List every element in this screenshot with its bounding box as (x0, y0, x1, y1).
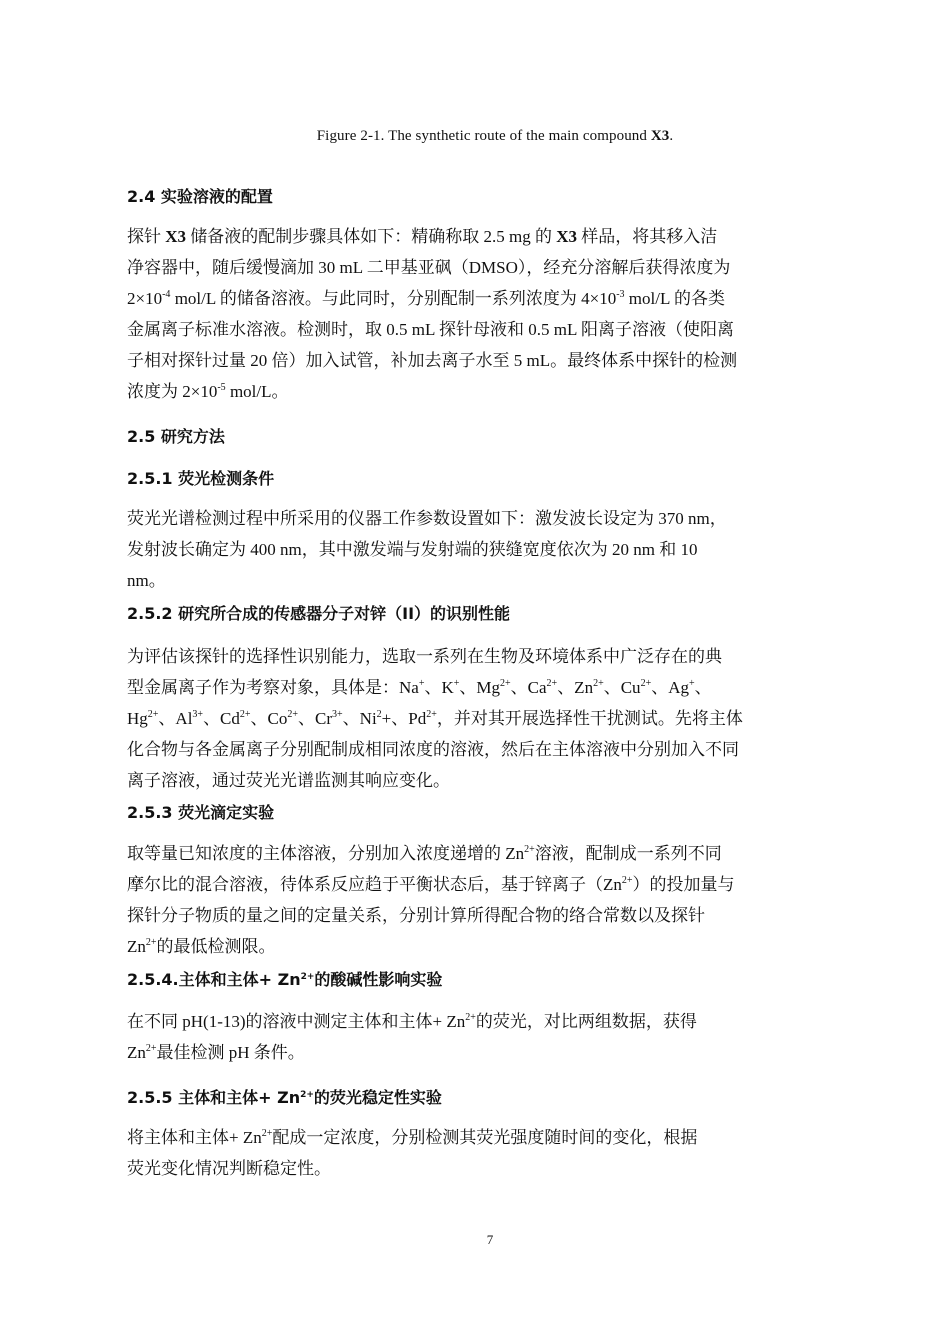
section-heading-2-5-5: 2.5.5 主体和主体+ $Zn^{2+}$的荧光稳定性实验 (127, 1088, 442, 1107)
paragraph-2-5-3: 取等量已知浓度的主体溶液，分别加入浓度递增的 $Zn^{2+}$溶液，配制成一系列不同 摩尔比的混合溶液，待体系反应趋于平衡状态后，基于锌离子$(Zn^{2+})$的投加量与 探针分子物质的量之间的定量关系，分别计算所得配合物的络合常数以及探针 $Zn^{2+}$的最低检测限。 (127, 844, 735, 956)
compound-label: X3 (650, 128, 670, 144)
section-heading-2-5-2: 2.5.2 研究所合成的传感器分子对锌（II）的识别性能 (127, 604, 511, 623)
section-heading-2-5-1: 2.5.1 荧光检测条件 (127, 469, 275, 488)
section-heading-2-4: 2.4 实验溶液的配置 (127, 187, 273, 206)
section-heading-2-5: 2.5 研究方法 (127, 427, 225, 446)
paragraph-2-5-4: 在不同 pH(1-13)的溶液中测定主体和主体+ $Zn^{2+}$的荧光，对比两组数据，获得 $Zn^{2+}$最佳检测 pH 条件。 (127, 1012, 697, 1062)
paragraph-2-4: 探针 X3 储备液的配制步骤具体如下：精确称取 2.5 mg 的 X3 样品，将其移入洁 净容器中，随后缓慢滴加 30 mL 二甲基亚砜（DMSO），经充分溶解后获得浓度为 $2\times 10^{-4}$ mol/L 的储备溶液。与此同时，分别配制一系列浓度为 $4\times 10^{-3}$ mol/L 的各类 金属离子标准水溶液。检测时，取 0.5 mL 探针母液和 0.5 mL 阳离子溶液（使阳离 子相对探针过量 20 倍）加入试管，补加去离子水至 5 mL。最终体系中探针的检测 浓度为 $2\times 10^{-5}$ mol/L。 (127, 227, 738, 401)
section-heading-2-5-3: 2.5.3 荧光滴定实验 (127, 803, 275, 822)
paragraph-2-5-5: 将主体和主体+ $Zn^{2+}$配成一定浓度，分别检测其荧光强度随时间的变化，根据 荧光变化情况判断稳定性。 (127, 1128, 698, 1178)
section-heading-2-5-4: 2.5.4.主体和主体+ $Zn^{2+}$的酸碱性影响实验 (127, 970, 443, 989)
page-number: 7 (486, 1232, 494, 1247)
paragraph-2-5-2: 为评估该探针的选择性识别能力，选取一系列在生物及环境体系中广泛存在的典 型金属离子作为考察对象，具体是：Na+、K+、$Mg^{2+}$、$Ca^{2+}$、$Zn^{2+}$、$Cu^{2+}$、Ag+、 $Hg^{2+}$、$Al^{3+}$、$Cd^{2+}$、$Co^{2+}$、$Cr^{3+}$、$Ni^2+$、$Pd^{2+}$，并对其开展选择性干扰测试。先将主体 化合物与各金属离子分别配制成相同浓度的溶液，然后在主体溶液中分别加入不同 离子溶液，通过荧光光谱监测其响应变化。 (127, 647, 743, 790)
paragraph-2-5-1: 荧光光谱检测过程中所采用的仪器工作参数设置如下：激发波长设定为 370 nm， 发射波长确定为 400 nm，其中激发端与发射端的狭缝宽度依次为 20 nm 和 10 nm。 (127, 509, 727, 590)
figure-caption: Figure 2-1. The synthetic route of the main compound X3. (316, 128, 674, 144)
